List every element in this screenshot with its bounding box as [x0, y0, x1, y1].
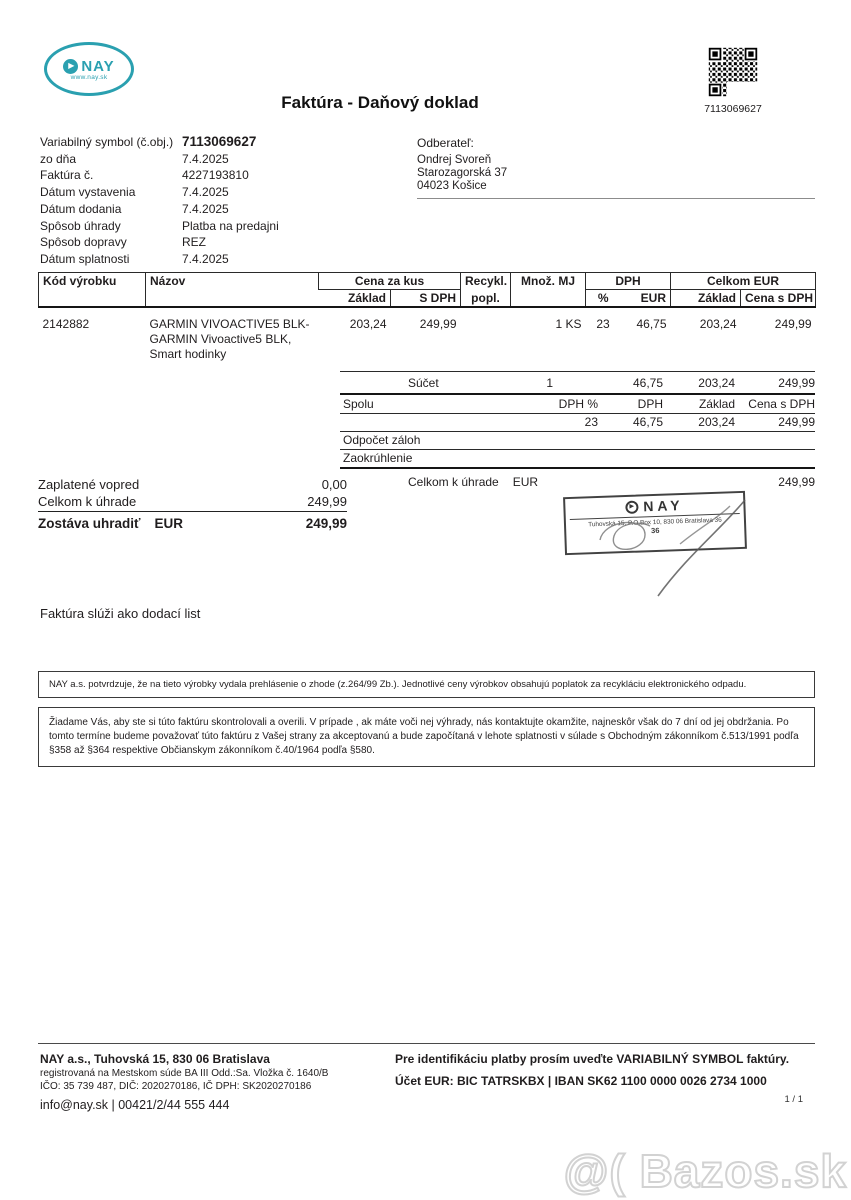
- payment-summary: [38, 476, 347, 532]
- col-header-total: Celkom EUR: [671, 273, 816, 290]
- variable-symbol-value: 7113069627: [182, 134, 257, 149]
- invoice-number-value: 4227193810: [182, 168, 249, 183]
- items-table: [38, 272, 816, 364]
- col-header-unit-price: Cena za kus: [319, 273, 461, 290]
- meta-label: Faktúra č.: [40, 168, 94, 183]
- customer-name: Ondrej Svoreň: [417, 154, 492, 166]
- footer-company: NAY a.s., Tuhovská 15, 830 06 Bratislava: [40, 1052, 270, 1066]
- total-label: Celkom k úhrade: [38, 494, 137, 509]
- col-header-recycling: Recykl.: [461, 273, 511, 290]
- stamp-play-glyph: ▶: [629, 503, 635, 510]
- bazos-watermark: @( Bazos.sk: [563, 1145, 847, 1197]
- col-header-qty: Množ. MJ: [511, 273, 586, 308]
- meta-row: [40, 134, 410, 151]
- col-header-total-with-vat: Cena s DPH: [741, 290, 816, 308]
- total-due-value: 249,99: [778, 475, 815, 489]
- item-total-base: 203,24: [699, 317, 737, 331]
- meta-label: Spôsob úhrady: [40, 218, 121, 233]
- total-due-currency: EUR: [512, 475, 539, 489]
- stamp-area: [552, 468, 797, 598]
- brand-website: www.nay.sk: [70, 73, 108, 81]
- vat-summary-values: [340, 414, 815, 432]
- page-title: Faktúra - Daňový doklad: [281, 93, 479, 112]
- meta-value: Platba na predajni: [182, 218, 279, 233]
- stamp-address: Tuhovská 15, P.O.Box 10, 830 06 Bratislava 36: [588, 516, 722, 529]
- subtotal-qty: 1: [546, 376, 553, 390]
- stamp-store-number: 36: [650, 525, 660, 536]
- subtotal-label: Súčet: [408, 376, 439, 390]
- footer-payment-note: Pre identifikáciu platby prosím uveďte VARIABILNÝ SYMBOL faktúry.: [395, 1052, 790, 1066]
- item-row: [39, 307, 816, 364]
- item-vat-eur: 46,75: [636, 317, 667, 331]
- meta-label: Dátum vystavenia: [40, 185, 136, 200]
- meta-value: 7.4.2025: [182, 185, 229, 200]
- with-vat-col-label: Cena s DPH: [748, 397, 815, 411]
- page-number: 1 / 1: [784, 1094, 803, 1105]
- meta-row: [40, 218, 410, 235]
- meta-row: [40, 201, 410, 218]
- meta-value: REZ: [182, 235, 206, 250]
- item-unit-base: 203,24: [349, 317, 387, 331]
- conformity-note-box: NAY a.s. potvrdzuje, že na tieto výrobky vydala prehlásenie o zhode (z.264/99 Zb.). Jednotlivé ceny výrobkov obsahujú poplatok za recykláciu elektronického odpadu.: [38, 671, 815, 698]
- item-qty: 1 KS: [555, 317, 582, 331]
- meta-row: [40, 167, 410, 184]
- base-col-label: Základ: [698, 397, 735, 411]
- col-header-vat: DPH: [586, 273, 671, 290]
- total-value: 249,99: [307, 494, 347, 509]
- verification-note-box: Žiadame Vás, aby ste si túto faktúru skontrolovali a overili. V prípade , ak máte voči nej výhrady, nás kontaktujte okamžite, najneskôr však do 7 dní od jej obdržania. Po tomto termíne budeme považovať túto faktúru z Vašej strany za akceptovanú a bude započítaná v lehote splatnosti v súlade s Obchodným zákonníkom č.513/1991 podľa §358 až §364 respektive Občianskym zákonníkom č.40/1964 podľa §580.: [38, 707, 815, 767]
- item-total-with-vat: 249,99: [774, 317, 812, 331]
- meta-row: [40, 251, 410, 268]
- item-unit-with-vat: 249,99: [419, 317, 457, 331]
- invoice-meta: [40, 134, 410, 268]
- col-header-name: Názov: [146, 273, 319, 308]
- col-header-total-base: Základ: [671, 290, 741, 308]
- col-header-unit-with-vat: S DPH: [391, 290, 461, 308]
- col-header-vat-pct: %: [586, 290, 621, 308]
- signature-icon: [552, 468, 797, 598]
- prepaid-value: 0,00: [321, 477, 347, 492]
- vat-pct-value: 23: [584, 415, 598, 429]
- subtotal-with-vat: 249,99: [778, 376, 815, 390]
- customer-block: [417, 136, 815, 199]
- item-name: GARMIN VIVOACTIVE5 BLK- GARMIN Vivoactive5 BLK, Smart hodinky: [149, 317, 310, 361]
- customer-heading: Odberateľ:: [417, 136, 474, 150]
- vat-col-label: DPH: [637, 397, 663, 411]
- stamp-brand: NAY: [642, 496, 684, 515]
- meta-row: [40, 184, 410, 201]
- meta-label: zo dňa: [40, 151, 77, 166]
- meta-value: 7.4.2025: [182, 201, 229, 216]
- rounding-row: Zaokrúhlenie: [340, 450, 815, 469]
- col-header-unit-base: Základ: [319, 290, 391, 308]
- qr-number: 7113069627: [704, 103, 762, 115]
- nay-logo: [44, 42, 134, 96]
- meta-label: Variabilný symbol (č.obj.): [40, 135, 174, 149]
- total-row: [38, 493, 347, 512]
- customer-divider: [417, 198, 815, 199]
- subtotal-vat: 46,75: [632, 376, 663, 390]
- meta-label: Spôsob dopravy: [40, 235, 127, 250]
- footer-account: Účet EUR: BIC TATRSKBX | IBAN SK62 1100 0000 0026 2734 1000: [395, 1074, 767, 1088]
- subtotal-row: [340, 371, 815, 395]
- base-value: 203,24: [698, 415, 735, 429]
- meta-row: [40, 234, 410, 251]
- amount-due-row: [38, 512, 347, 532]
- amount-due-label-group: [38, 515, 183, 532]
- footer: [38, 1043, 815, 1116]
- play-icon: [63, 59, 78, 74]
- footer-ids: IČO: 35 739 487, DIČ: 2020270186, IČ DPH: SK2020270186: [40, 1081, 312, 1092]
- footer-company-block: [40, 1052, 390, 1112]
- meta-label: Dátum dodania: [40, 201, 122, 216]
- meta-value: 7.4.2025: [182, 251, 229, 266]
- item-vat-pct: 23: [596, 317, 610, 331]
- footer-contact: info@nay.sk | 00421/2/44 555 444: [40, 1098, 230, 1112]
- nay-logo-row: [63, 58, 114, 75]
- total-due-label: Celkom k úhrade: [408, 475, 499, 489]
- deposit-deduction-row: Odpočet záloh: [340, 432, 815, 450]
- col-header-recycling-fee: popl.: [461, 290, 511, 308]
- item-code: 2142882: [42, 317, 90, 331]
- customer-city: 04023 Košice: [417, 179, 487, 192]
- vat-summary-header: [340, 395, 815, 414]
- amount-due-label: Zostáva uhradiť: [38, 516, 141, 531]
- vat-pct-col-label: DPH %: [558, 397, 598, 411]
- meta-label: Dátum splatnosti: [40, 251, 130, 266]
- customer-street: Starozagorská 37: [417, 166, 508, 179]
- vat-value: 46,75: [632, 415, 663, 429]
- meta-row: [40, 151, 410, 168]
- play-glyph: ▶: [68, 61, 75, 70]
- brand-name: NAY: [81, 57, 115, 75]
- item-recycling: [461, 307, 511, 364]
- qr-code-icon: [707, 46, 759, 98]
- col-header-vat-eur: EUR: [621, 290, 671, 308]
- meta-value: 7.4.2025: [182, 151, 229, 166]
- prepaid-row: [38, 476, 347, 493]
- delivery-note-text: Faktúra slúži ako dodací list: [40, 606, 201, 621]
- vat-summary-label: Spolu: [343, 397, 374, 411]
- subtotal-base: 203,24: [698, 376, 735, 390]
- prepaid-label: Zaplatené vopred: [38, 477, 140, 492]
- footer-payment-block: [395, 1052, 815, 1089]
- amount-due-value: 249,99: [305, 516, 347, 531]
- amount-due-currency: EUR: [154, 516, 184, 531]
- with-vat-value: 249,99: [778, 415, 815, 429]
- col-header-code: Kód výrobku: [39, 273, 146, 308]
- footer-registration: registrovaná na Mestskom súde BA III Odd.:Sa. Vložka č. 1640/B: [40, 1068, 329, 1079]
